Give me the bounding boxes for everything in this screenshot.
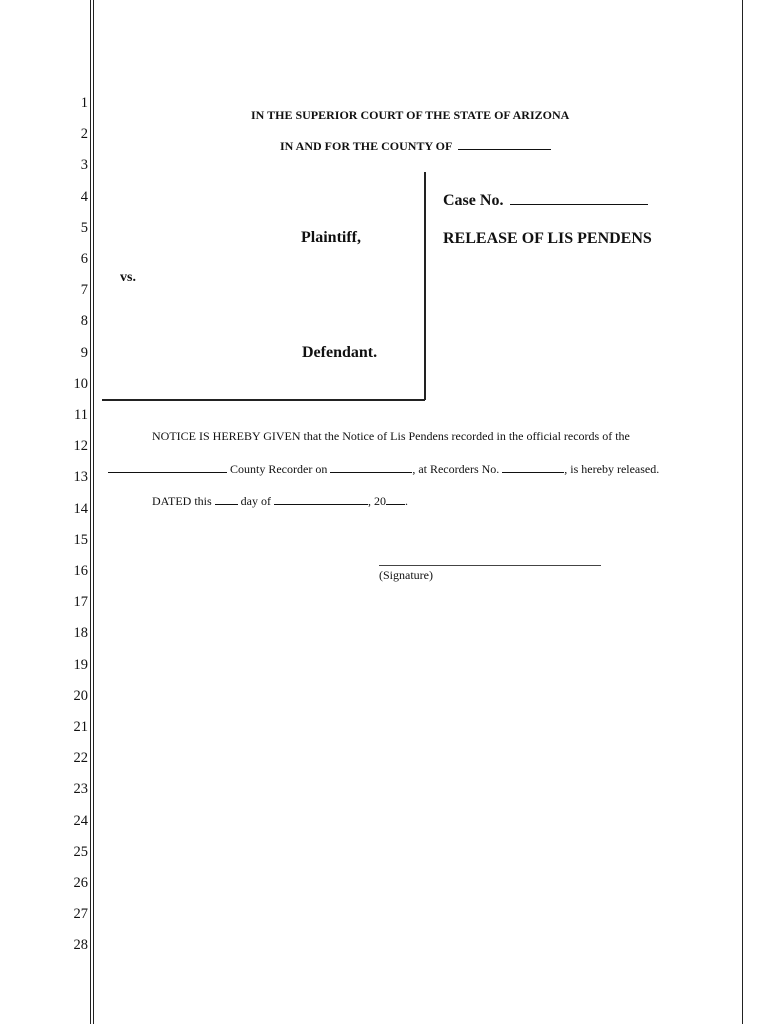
county-heading — [280, 137, 551, 154]
day-blank[interactable] — [215, 492, 238, 505]
line-number-22: 22 — [73, 750, 88, 767]
court-heading: IN THE SUPERIOR COURT OF THE STATE OF ARIZONA — [251, 108, 570, 122]
line-number-13: 13 — [73, 469, 88, 486]
line-number-1: 1 — [80, 95, 88, 111]
caption-divider — [424, 172, 426, 400]
line-number-24: 24 — [73, 812, 88, 829]
year-prefix: , 20 — [368, 494, 386, 508]
plaintiff-label: Plaintiff, — [301, 229, 361, 246]
record-date-blank[interactable] — [330, 460, 412, 473]
line-number-11: 11 — [74, 407, 88, 423]
line-number-26: 26 — [73, 875, 88, 891]
county-name-blank[interactable] — [108, 460, 227, 473]
line-number-27: 27 — [73, 906, 88, 923]
line-number-14: 14 — [73, 500, 88, 517]
line-number-9: 9 — [80, 344, 88, 361]
county-blank[interactable] — [458, 137, 551, 150]
document-title: RELEASE OF LIS PENDENS — [443, 230, 652, 247]
line-number-21: 21 — [73, 719, 88, 735]
right-margin-rule — [742, 0, 743, 1024]
line-number-2: 2 — [80, 126, 88, 143]
notice-line: NOTICE IS HEREBY GIVEN that the Notice of Lis Pendens recorded in the official records of the — [152, 429, 630, 443]
day-of-text: day of — [240, 494, 271, 508]
line-number-7: 7 — [80, 282, 88, 299]
signature-label: (Signature) — [379, 568, 433, 582]
line-number-4: 4 — [80, 188, 88, 205]
line-number-23: 23 — [73, 781, 88, 798]
signature-line[interactable] — [379, 565, 601, 566]
recorders-no-blank[interactable] — [502, 460, 564, 473]
line-numbers — [0, 0, 90, 1024]
defendant-label: Defendant. — [302, 344, 378, 361]
case-no — [443, 192, 648, 210]
line-number-18: 18 — [73, 625, 88, 642]
year-suffix: . — [405, 494, 408, 508]
month-blank[interactable] — [274, 492, 368, 505]
line-number-6: 6 — [80, 251, 88, 267]
line-number-28: 28 — [73, 937, 88, 954]
line-number-25: 25 — [73, 843, 88, 860]
dated-text: DATED this — [152, 494, 212, 508]
year-blank[interactable] — [386, 492, 405, 505]
line-number-12: 12 — [73, 438, 88, 455]
line-number-20: 20 — [73, 687, 88, 704]
line-number-5: 5 — [80, 219, 88, 236]
county-recorder-text: County Recorder on — [230, 462, 328, 476]
left-margin-rule-inner — [93, 0, 94, 1024]
line-number-10: 10 — [73, 375, 88, 392]
caption-bottom-rule — [102, 399, 425, 401]
recorders-no-text: , at Recorders No. — [412, 462, 500, 476]
line-number-8: 8 — [80, 313, 88, 330]
line-number-15: 15 — [73, 531, 88, 548]
county-heading-text: IN AND FOR THE COUNTY OF — [280, 139, 452, 153]
case-no-blank[interactable] — [510, 192, 648, 205]
recorder-line — [108, 460, 659, 477]
left-margin-rule-outer — [90, 0, 91, 1024]
line-number-17: 17 — [73, 594, 88, 611]
vs-label: vs. — [120, 270, 136, 285]
released-text: , is hereby released. — [564, 462, 660, 476]
case-no-label: Case No. — [443, 192, 504, 209]
line-number-19: 19 — [73, 656, 88, 673]
line-number-16: 16 — [73, 563, 88, 579]
dated-line — [152, 492, 408, 509]
line-number-3: 3 — [80, 157, 88, 174]
